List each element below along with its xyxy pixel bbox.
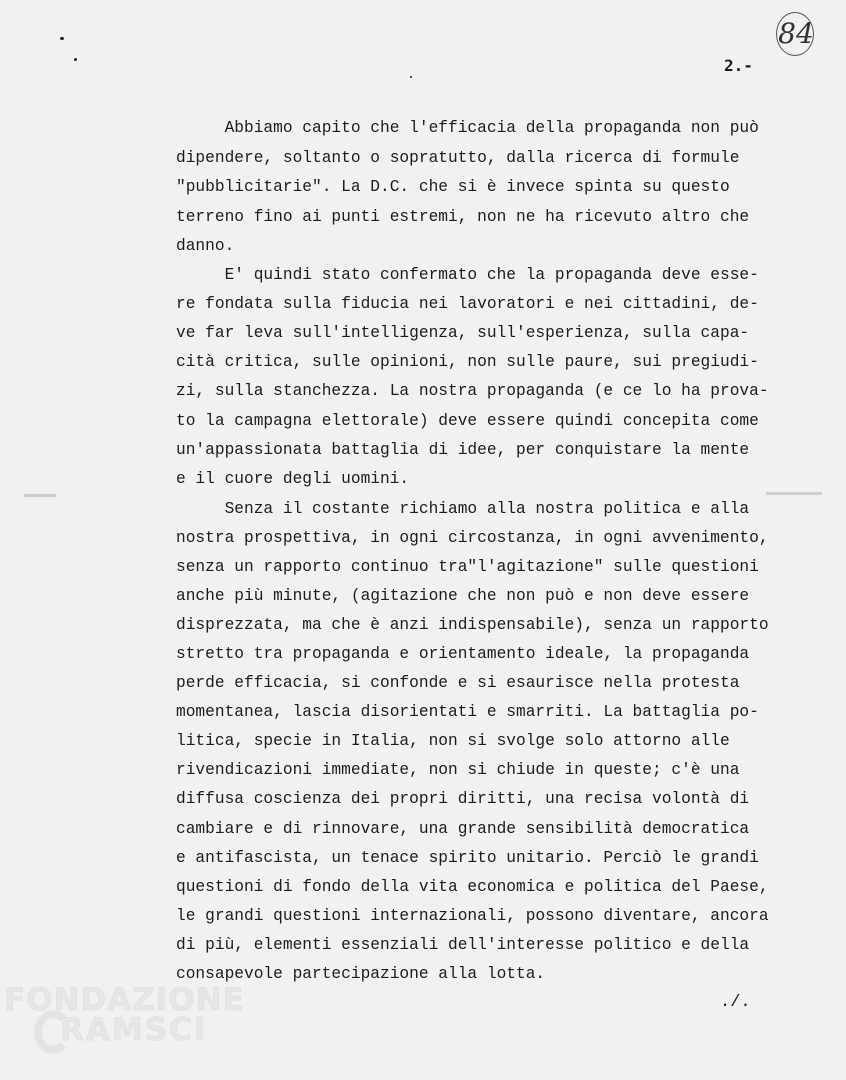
- continuation-mark: ./.: [720, 993, 751, 1012]
- text-line: litica, specie in Italia, non si svolge solo attorno alle: [176, 732, 730, 750]
- text-line: terreno fino ai punti estremi, non ne ha ricevuto altro che: [176, 208, 750, 226]
- text-line: re fondata sulla fiducia nei lavoratori e nei cittadini, de-: [176, 295, 759, 313]
- text-line: diffusa coscienza dei propri diritti, una recisa volontà di: [176, 790, 750, 808]
- text-line: danno.: [176, 237, 235, 255]
- text-line: e il cuore degli uomini.: [176, 470, 410, 488]
- margin-smudge: [24, 494, 56, 497]
- ink-speck: [60, 37, 64, 40]
- text-line: nostra prospettiva, in ogni circostanza, in ogni avvenimento,: [176, 529, 769, 547]
- typed-text-body: [176, 113, 796, 983]
- text-line: di più, elementi essenziali dell'interesse politico e della: [176, 936, 750, 954]
- text-line: dipendere, soltanto o sopratutto, dalla ricerca di formule: [176, 149, 740, 167]
- text-line: un'appassionata battaglia di idee, per conquistare la mente: [176, 441, 750, 459]
- text-line: zi, sulla stanchezza. La nostra propaganda (e ce lo ha prova-: [176, 382, 769, 400]
- text-line: Abbiamo capito che l'efficacia della propaganda non può: [176, 119, 759, 137]
- archive-number: 84: [778, 17, 814, 50]
- text-line: e antifascista, un tenace spirito unitario. Perciò le grandi: [176, 849, 759, 867]
- text-line: to la campagna elettorale) deve essere quindi concepita come: [176, 412, 759, 430]
- text-line: senza un rapporto continuo tra"l'agitazione" sulle questioni: [176, 558, 759, 576]
- text-line: questioni di fondo della vita economica e politica del Paese,: [176, 878, 769, 896]
- text-line: perde efficacia, si confonde e si esaurisce nella protesta: [176, 674, 740, 692]
- watermark-line-1: FONDAZIONE: [4, 982, 245, 1018]
- ink-speck: [410, 76, 412, 78]
- text-line: momentanea, lascia disorientati e smarriti. La battaglia po-: [176, 703, 759, 721]
- text-line: cità critica, sulle opinioni, non sulle paure, sui pregiudi-: [176, 353, 759, 371]
- text-line: rivendicazioni immediate, non si chiude in queste; c'è una: [176, 761, 740, 779]
- text-line: ve far leva sull'intelligenza, sull'esperienza, sulla capa-: [176, 324, 750, 342]
- text-line: consapevole partecipazione alla lotta.: [176, 965, 546, 983]
- text-line: E' quindi stato confermato che la propaganda deve esse-: [176, 266, 759, 284]
- text-line: anche più minute, (agitazione che non può e non deve essere: [176, 587, 750, 605]
- watermark-line-2: RAMSCI: [60, 1012, 208, 1048]
- text-line: disprezzata, ma che è anzi indispensabile), senza un rapporto: [176, 616, 769, 634]
- text-line: stretto tra propaganda e orientamento ideale, la propaganda: [176, 645, 750, 663]
- page-number: 2.-: [724, 56, 753, 75]
- text-line: cambiare e di rinnovare, una grande sensibilità democratica: [176, 820, 750, 838]
- text-line: "pubblicitarie". La D.C. che si è invece spinta su questo: [176, 178, 730, 196]
- ink-speck: [74, 58, 77, 61]
- text-line: le grandi questioni internazionali, possono diventare, ancora: [176, 907, 769, 925]
- text-line: Senza il costante richiamo alla nostra politica e alla: [176, 500, 750, 518]
